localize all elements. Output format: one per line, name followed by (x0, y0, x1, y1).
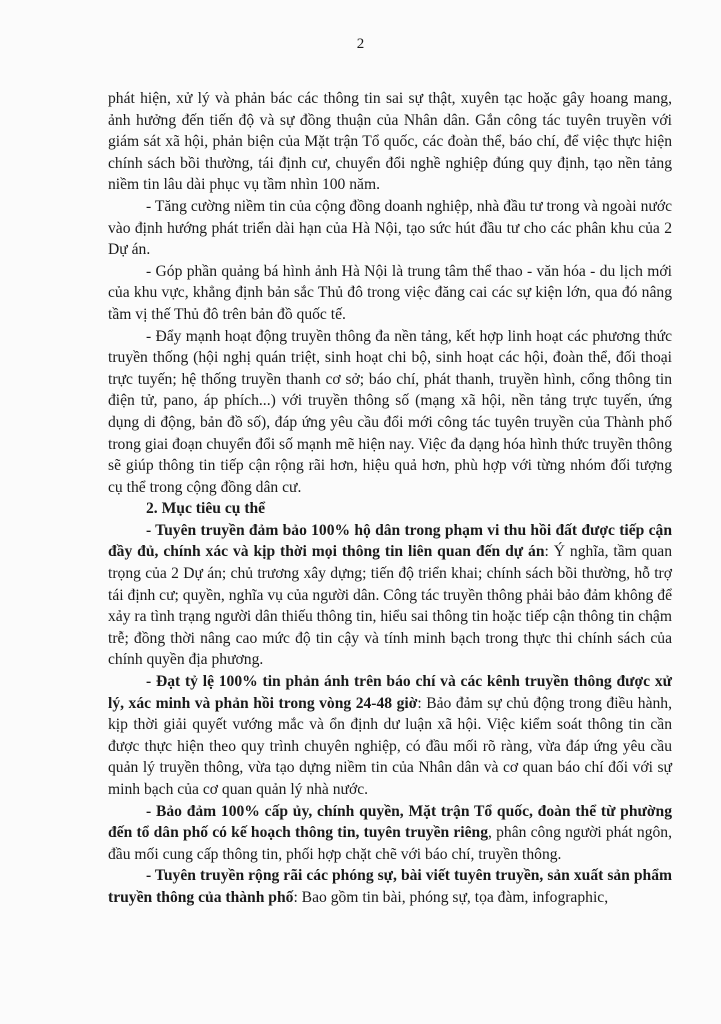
target-item (108, 520, 672, 671)
document-body (108, 88, 672, 909)
paragraph-promote-image: - Góp phần quảng bá hình ảnh Hà Nội là trung tâm thể thao - văn hóa - du lịch mới của khu vực, khẳng định bản sắc Thủ đô trong việc đăng cai các sự kiện lớn, qua đó nâng tầm vị thế Thủ đô trên bản đồ quốc tế. (108, 262, 672, 323)
target-item (108, 865, 672, 908)
target-lead: - Tuyên truyền đảm bảo 100% hộ dân trong phạm vi thu hồi đất được tiếp cận đầy đủ, chính xác và kịp thời mọi thông tin liên quan đến dự án (108, 521, 672, 561)
paragraph-continuation: phát hiện, xử lý và phản bác các thông tin sai sự thật, xuyên tạc hoặc gây hoang mang, ảnh hưởng đến tiến độ và sự đồng thuận của Nhân dân. Gắn công tác tuyên truyền với giám sát xã hội, phản biện của Mặt trận Tổ quốc, các đoàn thể, báo chí, để việc thực hiện chính sách bồi thường, tái định cư, chuyển đổi nghề nghiệp đúng quy định, tạo nền tảng niềm tin lâu dài phục vụ tầm nhìn 100 năm. (108, 90, 672, 194)
target-item (108, 671, 672, 801)
target-body: , phân công người phát ngôn, đầu mối cung cấp thông tin, phối hợp chặt chẽ với báo chí, truyền thông. (108, 824, 672, 863)
paragraph-multiplatform-media: - Đẩy mạnh hoạt động truyền thông đa nền tảng, kết hợp linh hoạt các phương thức truyền thống (hội nghị quán triệt, sinh hoạt chi bộ, sinh hoạt các hội, đoàn thể, đối thoại trực tuyến; hệ thống truyền thanh cơ sở; báo chí, phát thanh, truyền hình, cổng thông tin điện tử, pano, áp phích...) với truyền thông số (mạng xã hội, nền tảng trực tuyến, ứng dụng di động, bản đồ số), đáp ứng yêu cầu đổi mới công tác tuyên truyền của Thành phố trong giai đoạn chuyển đổi số mạnh mẽ hiện nay. Việc đa dạng hóa hình thức truyền thông sẽ giúp thông tin tiếp cận rộng rãi hơn, hiệu quả hơn, phù hợp với từng nhóm đối tượng cụ thể trong cộng đồng dân cư. (108, 327, 672, 496)
section-heading: 2. Mục tiêu cụ thể (146, 500, 266, 518)
target-lead: - Đạt tỷ lệ 100% tin phản ánh trên báo chí và các kênh truyền thông được xử lý, xác minh và phản hồi trong vòng 24-48 giờ (108, 673, 672, 712)
target-lead: - Bảo đảm 100% cấp ủy, chính quyền, Mặt trận Tổ quốc, đoàn thể từ phường đến tổ dân phố có kế hoạch thông tin, tuyên truyền riêng (108, 802, 672, 842)
target-item (108, 801, 672, 866)
target-body: : Bảo đảm sự chủ động trong điều hành, kịp thời giải quyết vướng mắc và ổn định dư luận xã hội. Việc kiểm soát thông tin cần được thực hiện theo quy trình chuyên nghiệp, có đầu mối rõ ràng, vừa đáp ứng yêu cầu quản lý truyền thông, vừa tạo dựng niềm tin của Nhân dân và cơ quan báo chí đối với sự minh bạch của cơ quan quản lý nhà nước. (108, 694, 672, 798)
target-body: : Ý nghĩa, tầm quan trọng của 2 Dự án; chủ trương xây dựng; tiến độ triển khai; chính sách bồi thường, hỗ trợ tái định cư; quyền, nghĩa vụ của người dân. Công tác truyền thông phải bảo đảm không để xảy ra tình trạng người dân thiếu thông tin, hiểu sai thông tin hoặc tiếp cận thông tin chậm trễ; đồng thời nâng cao mức độ tin cậy và tính minh bạch trong thực thi chính sách của chính quyền địa phương. (108, 543, 672, 669)
target-lead: - Tuyên truyền rộng rãi các phóng sự, bài viết tuyên truyền, sản xuất sản phẩm truyền thông của thành phố (108, 867, 672, 906)
page-number: 2 (356, 36, 365, 52)
target-body: : Bao gồm tin bài, phóng sự, tọa đàm, infographic, (293, 888, 609, 906)
paragraph-business-confidence: - Tăng cường niềm tin của cộng đồng doanh nghiệp, nhà đầu tư trong và ngoài nước vào định hướng phát triển dài hạn của Hà Nội, tạo sức hút đầu tư cho các phân khu của 2 Dự án. (108, 197, 672, 259)
